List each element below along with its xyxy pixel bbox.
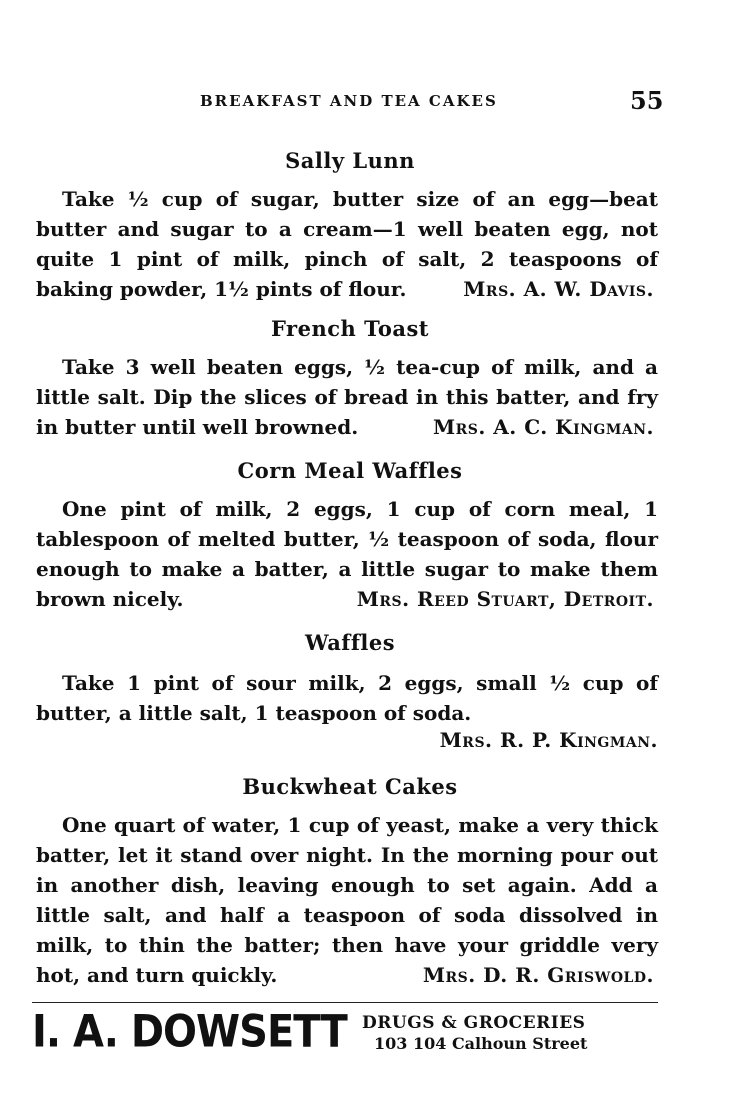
recipe-title-waffles: Waffles xyxy=(304,630,396,655)
page-number: 55 xyxy=(630,86,664,115)
recipe-text: Take 1 pint of sour milk, 2 eggs, small ½ cup of butter, a little salt, 1 teaspoon of soda. xyxy=(36,671,658,725)
recipe-title-french-toast: French Toast xyxy=(271,316,429,341)
advertisement-brand: I. A. DOWSETT xyxy=(32,1006,347,1058)
recipe-text: One quart of water, 1 cup of yeast, make a very thick batter, let it stand over night. In the morning pour out in another dish, leaving enough to set again. Add a little salt, and half a teaspoon of soda dissolved in milk, to thin the batter; then have your griddle very hot, and turn quickly. xyxy=(36,813,658,987)
recipe-signature: Mrs. A. W. Davis. xyxy=(463,277,654,301)
advertisement-tagline: DRUGS & GROCERIES xyxy=(362,1013,586,1033)
recipe-body-sally-lunn xyxy=(36,184,658,304)
recipe-body-french-toast xyxy=(36,352,658,442)
recipe-body-waffles xyxy=(36,668,658,728)
recipe-title-buckwheat-cakes: Buckwheat Cakes xyxy=(242,774,458,799)
recipe-title-sally-lunn: Sally Lunn xyxy=(285,148,415,173)
recipe-body-buckwheat-cakes xyxy=(36,810,658,990)
recipe-signature: Mrs. A. C. Kingman. xyxy=(432,415,654,439)
recipe-signature: Mrs. D. R. Griswold. xyxy=(422,963,654,987)
advertisement-address: 103 104 Calhoun Street xyxy=(374,1034,588,1053)
recipe-signature-waffles: Mrs. R. P. Kingman. xyxy=(439,728,658,752)
recipe-body-corn-meal-waffles xyxy=(36,494,658,614)
recipe-text: Take ½ cup of sugar, butter size of an egg—beat butter and sugar to a cream—1 well beaten egg, not quite 1 pint of milk, pinch of salt, 2 teaspoons of baking powder, 1½ pints of flour. xyxy=(36,187,658,301)
recipe-text: Take 3 well beaten eggs, ½ tea-cup of milk, and a little salt. Dip the slices of bread in this batter, and fry in butter until well browned. xyxy=(36,355,658,439)
recipe-title-corn-meal-waffles: Corn Meal Waffles xyxy=(237,458,463,483)
advertisement-divider xyxy=(32,1002,658,1003)
recipe-signature: Mrs. Reed Stuart, Detroit. xyxy=(356,587,654,611)
recipe-text: One pint of milk, 2 eggs, 1 cup of corn meal, 1 tablespoon of melted butter, ½ teaspoon of soda, flour enough to make a batter, a little sugar to make them brown nicely. xyxy=(36,497,658,611)
running-head: BREAKFAST AND TEA CAKES xyxy=(200,92,498,110)
